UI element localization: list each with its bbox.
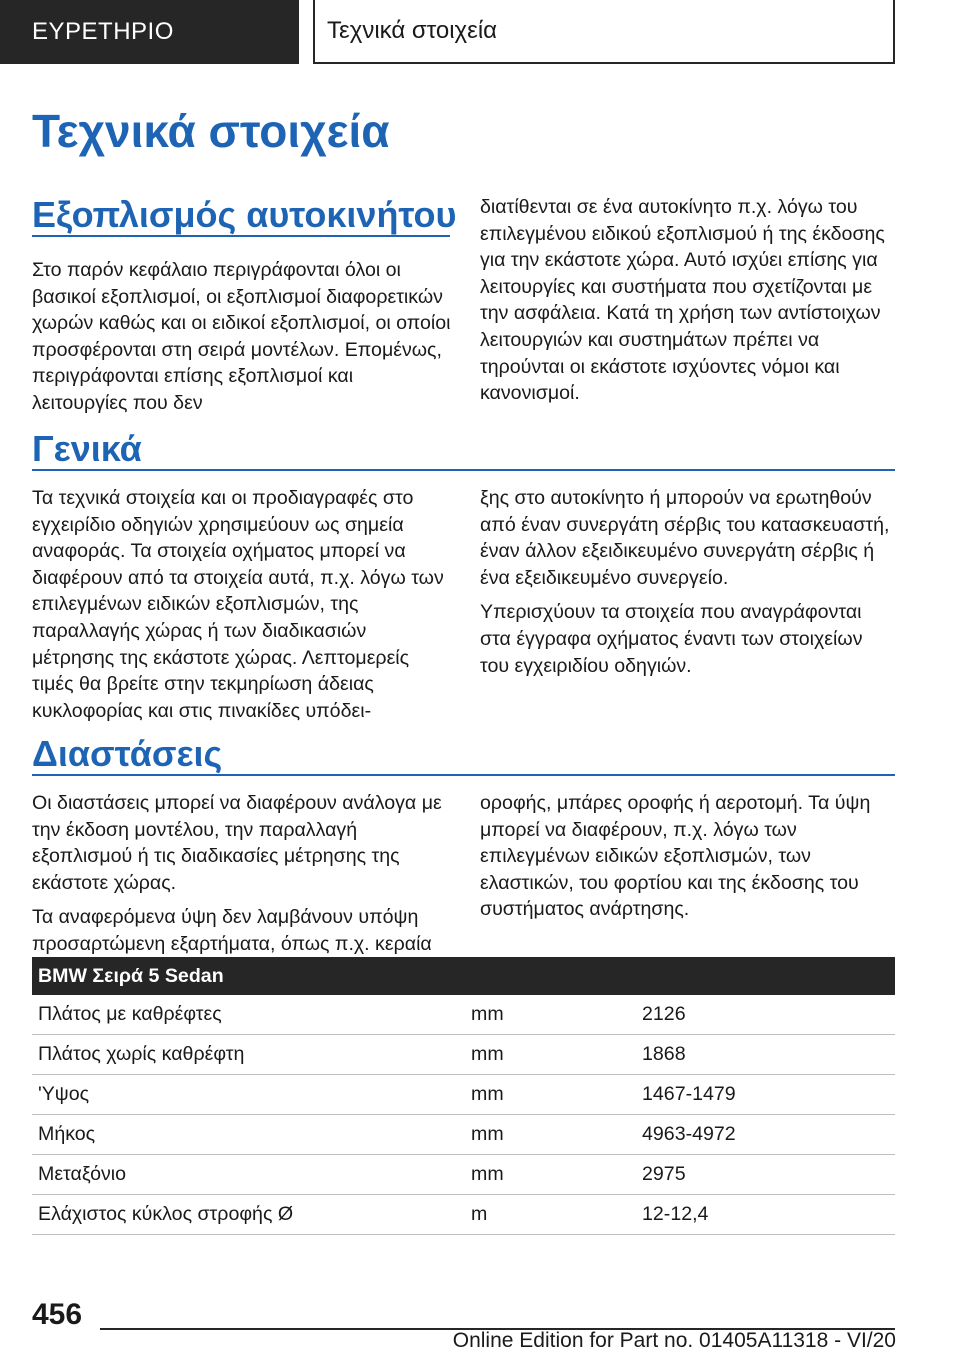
row-unit: m — [465, 1195, 636, 1235]
row-label: Ελάχιστος κύκλος στροφής Ø — [32, 1195, 465, 1235]
paragraph: Τα αναφερόμενα ύψη δεν λαμβάνουν υπόψη προσαρτώμενη εξαρτήματα, όπως π.χ. κεραία — [32, 906, 432, 955]
row-value: 1467-1479 — [636, 1075, 895, 1115]
section-rule — [32, 469, 895, 471]
dimensions-table — [32, 957, 895, 1235]
top-navigation — [0, 0, 960, 66]
index-tab[interactable]: ΕΥΡΕΤΗΡΙΟ — [0, 0, 299, 64]
row-unit: mm — [465, 1075, 636, 1115]
paragraph: οροφής, μπάρες οροφής ή αεροτομή. Τα ύψη μπορεί να διαφέρουν, π.χ. λόγω των επιλεγμένων ειδικών εξοπλισμών, των ελαστικών, του φορτίου και της έκδοσης του συστήματος ανάρτησης. — [480, 792, 871, 921]
paragraph: Οι διαστάσεις μπορεί να διαφέρουν ανάλογα με την έκδοση μοντέλου, την παραλλαγή εξοπλισμού ή τις διαδικασίες μέτρησης της εκάστοτε χώρας. — [32, 792, 442, 894]
section-rule — [32, 774, 895, 776]
row-label: Πλάτος χωρίς καθρέφτη — [32, 1035, 465, 1075]
row-label: Μεταξόνιο — [32, 1155, 465, 1195]
edition-footer: Online Edition for Part no. 01405A11318 - VI/20 — [452, 1329, 896, 1352]
general-text-left — [32, 485, 452, 732]
row-unit: mm — [465, 1115, 636, 1155]
table-row — [32, 1075, 895, 1115]
row-value: 4963-4972 — [636, 1115, 895, 1155]
page-number: 456 — [32, 1298, 83, 1331]
paragraph: ξης στο αυτοκίνητο ή μπορούν να ερωτηθούν από έναν συνεργάτη σέρβις του κατασκευαστή, έναν άλλον εξειδικευμένο συνεργάτη σέρβις ή ένα εξειδικευμένο συνεργείο. — [480, 487, 890, 589]
section-heading-equipment: Εξοπλισμός αυτοκινήτου — [32, 194, 457, 235]
dimensions-text-right — [480, 790, 896, 931]
row-value: 1868 — [636, 1035, 895, 1075]
row-label: Πλάτος με καθρέφτες — [32, 995, 465, 1035]
section-rule — [32, 235, 450, 237]
section-heading-general: Γενικά — [32, 428, 142, 469]
row-unit: mm — [465, 1035, 636, 1075]
current-section-tab[interactable]: Τεχνικά στοιχεία — [313, 0, 895, 64]
paragraph: διατίθενται σε ένα αυτοκίνητο π.χ. λόγω του επιλεγμένου ειδικού εξοπλισμού ή της έκδοσης για την εκάστοτε χώρα. Αυτό ισχύει επίσης για λειτουργίες και συστήματα που σχετίζονται με την ασφάλεια. Κατά τη χρήση των αντίστοιχων λειτουργιών και συστημάτων πρέπει να τηρούνται οι εκάστοτε ισχύοντες νόμοι και κανονισμοί. — [480, 196, 885, 405]
paragraph: Τα τεχνικά στοιχεία και οι προδιαγραφές στο εγχειρίδιο οδηγιών χρησιμεύουν ως σημεία αναφοράς. Τα στοιχεία οχήματος μπορεί να διαφέρουν από τα στοιχεία αυτά, π.χ. λόγω των επιλεγμένων ειδικών εξοπλισμών, της παραλλαγής χώρας ή των διαδικασιών μέτρησης της εκάστοτε χώρας. Λεπτομερείς τιμές θα βρείτε στην τεκμηρίωση άδειας κυκλοφορίας και στις πινακίδες υπόδει- — [32, 487, 444, 722]
row-label: Μήκος — [32, 1115, 465, 1155]
section-heading-dimensions: Διαστάσεις — [32, 733, 223, 774]
table-row — [32, 1035, 895, 1075]
table-header: BMW Σειρά 5 Sedan — [32, 957, 895, 995]
row-unit: mm — [465, 1155, 636, 1195]
table-row — [32, 1195, 895, 1235]
table-header-row — [32, 957, 895, 995]
row-value: 2975 — [636, 1155, 895, 1195]
table-row — [32, 995, 895, 1035]
dimensions-text-left — [32, 790, 452, 966]
row-label: 'Υψος — [32, 1075, 465, 1115]
table-row — [32, 1115, 895, 1155]
table-row — [32, 1155, 895, 1195]
row-value: 2126 — [636, 995, 895, 1035]
page-title: Τεχνικά στοιχεία — [32, 105, 390, 157]
row-unit: mm — [465, 995, 636, 1035]
equipment-text-left — [32, 257, 452, 425]
paragraph: Υπερισχύουν τα στοιχεία που αναγράφονται στα έγγραφα οχήματος έναντι των στοιχείων του εγχειριδίου οδηγιών. — [480, 601, 863, 677]
general-text-right — [480, 485, 896, 687]
equipment-text-right — [480, 194, 896, 415]
row-value: 12-12,4 — [636, 1195, 895, 1235]
paragraph: Στο παρόν κεφάλαιο περιγράφονται όλοι οι βασικοί εξοπλισμοί, οι εξοπλισμοί διαφορετικών χωρών καθώς και οι ειδικοί εξοπλισμοί, οι οποίοι προσφέρονται στη σειρά μοντέλων. Επομένως, περιγράφονται επίσης εξοπλισμοί και λειτουργίες που δεν — [32, 259, 451, 414]
